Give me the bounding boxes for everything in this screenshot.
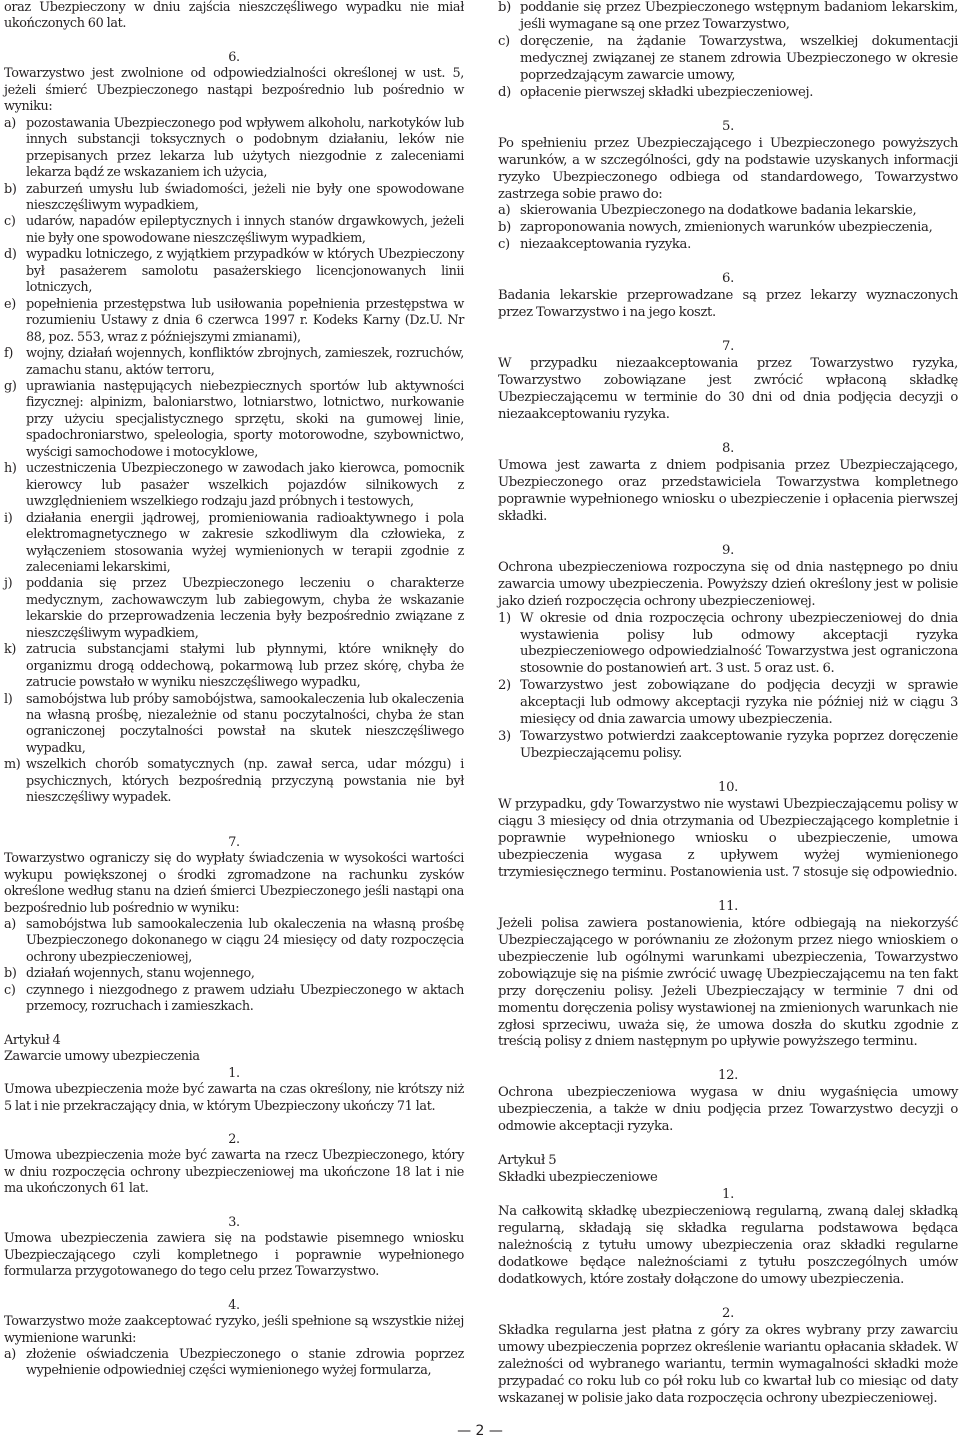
article-4-para-8-number: 8. (722, 440, 734, 456)
article-4-para-7-text: W przypadku niezaakceptowania przez Towarzystwo ryzyka, Towarzystwo zobowiązane jest zwrócić wpłaconą składkę Ubezpieczającemu w terminie do 30 dni od dnia podjęcia decyzji o niezaakceptowaniu ryzyka. (498, 356, 958, 423)
list-item-text: wszelkich chorób somatycznych (np. zawał serca, udar mózgu) i psychicznych, których bezpośrednią przyczyną powstania nie był nieszczęśliwy wypadek. (26, 757, 464, 806)
list-item-text: poddania się przez Ubezpieczonego leczeniu o charakterze medycznym, zachowawczym lub zabiegowym, chyba że wskazanie lekarskie do przeprowadzenia leczenia były bezpośrednio związane z nieszczęśliwym wypadkiem, (26, 576, 464, 641)
list-item-marker: k) (4, 642, 17, 658)
list-item-text: skierowania Ubezpieczonego na dodatkowe badania lekarskie, (520, 203, 917, 219)
section-6-text: Towarzystwo jest zwolnione od odpowiedzialności określonej w ust. 5, jeżeli śmierć Ubezpieczonego nastąpi bezpośrednio lub pośrednio w wyniku: (4, 66, 464, 115)
list-item-marker: d) (4, 247, 17, 263)
list-item-text: działań wojennych, stanu wojennego, (26, 966, 255, 982)
list-item-marker: g) (4, 378, 17, 394)
list-item-marker: a) (4, 917, 16, 933)
list-item-marker: m) (4, 757, 21, 773)
list-item-marker: i) (4, 510, 13, 526)
list-item (4, 692, 464, 758)
list-item-marker: f) (4, 346, 14, 362)
list-item-text: udarów, napadów epileptycznych i innych stanów drgawkowych, jeżeli nie były one spowodowane nieszczęśliwym wypadkiem, (26, 214, 464, 246)
article-4-para-11-text: Jeżeli polisa zawiera postanowienia, które odbiegają na niekorzyść Ubezpieczającego w porównaniu ze złożonym przez niego wnioskiem o ubezpieczenie lub ogólnymi warunkami ubezpieczenia, Towarzystwo zobowiązuje się na piśmie zwrócić uwagę Ubezpieczającemu na ten fakt przy doręczeniu polisy. Jeżeli Ubezpieczający w terminie 7 dni od momentu doręczenia polisy wystawionej na zmienionych warunkach nie zgłosi sprzeciwu, uważa się, że umowa doszła do skutku zgodnie z treścią polisy z dniem następnym po upływie powyższego terminu. (498, 915, 958, 1050)
list-item-marker: b) (4, 966, 17, 982)
article-4-para-4-list-continued (498, 0, 958, 102)
list-item-text: Towarzystwo jest zobowiązane do podjęcia decyzji w sprawie akceptacji lub odmowy akceptacji ryzyka nie później niż w ciągu 3 miesięcy od dnia zawarcia umowy ubezpieczenia. (520, 678, 958, 728)
list-item-text: zaburzeń umysłu lub świadomości, jeżeli nie były one spowodowane nieszczęśliwym wypadkiem, (26, 181, 464, 213)
section-7-text: Towarzystwo ograniczy się do wypłaty świadczenia w wysokości wartości wykupu powiększonej o środki zgromadzone na rachunku zysków określone według stanu na dzień śmierci Ubezpieczonego jeśli nastąpi ona bezpośrednio lub pośrednio w wyniku: (4, 851, 464, 916)
article-5-para-2-number: 2. (722, 1305, 734, 1321)
article-4-para-12-number: 12. (718, 1068, 738, 1084)
list-item-text: uczestniczenia Ubezpieczonego w zawodach jako kierowca, pomocnik kierowcy lub pasażer wszelkich pojazdów silnikowych z uwzględnieniem wszelkiego rodzaju jazd próbnych i testowych, (26, 461, 464, 510)
list-item-marker: c) (498, 237, 510, 253)
list-item-marker: c) (4, 214, 16, 230)
list-item (498, 0, 958, 34)
list-item-marker: b) (4, 181, 17, 197)
list-item-marker: h) (4, 461, 17, 477)
list-item-marker: b) (498, 0, 511, 15)
list-item (498, 85, 958, 102)
list-item (4, 1347, 464, 1380)
list-item-text: czynnego i niezgodnego z prawem udziału Ubezpieczonego w aktach przemocy, rozruchach i zamieszkach. (26, 982, 464, 1015)
list-item (4, 461, 464, 510)
article-4-subtitle: Zawarcie umowy ubezpieczenia (4, 1049, 200, 1065)
article-5-title: Artykuł 5 (498, 1153, 557, 1169)
list-item-marker: 1) (498, 610, 511, 626)
list-item-text: zaproponowania nowych, zmienionych warunków ubezpieczenia, (520, 220, 933, 236)
article-4-para-2-text: Umowa ubezpieczenia może być zawarta na rzecz Ubezpieczonego, który w dniu rozpoczęcia ochrony ubezpieczeniowej ma ukończone 18 lat i nie ma ukończonych 61 lat. (4, 1148, 464, 1197)
section-6-number: 6. (228, 49, 240, 65)
list-item-text: zatrucia substancjami stałymi lub płynnymi, które wniknęły do organizmu drogą oddechową, pokarmową lub przez skórę, chyba że zatrucie powstało w wyniku nieszczęśliwego wypadku, (26, 642, 464, 691)
list-item-marker: c) (498, 33, 510, 49)
intro-paragraph: oraz Ubezpieczony w dniu zajścia nieszczęśliwego wypadku nie miał ukończonych 60 lat. (4, 0, 464, 32)
list-item-text: niezaakceptowania ryzyka. (520, 237, 691, 253)
article-4-para-6-number: 6. (722, 271, 734, 287)
list-item (4, 379, 464, 461)
section-7-number: 7. (228, 834, 240, 850)
list-item-marker: c) (4, 982, 16, 998)
article-4-para-6-text: Badania lekarskie przeprowadzane są przez lekarzy wyznaczonych przez Towarzystwo i na jego koszt. (498, 288, 958, 321)
list-item-marker: a) (4, 1346, 16, 1362)
list-item-text: poddanie się przez Ubezpieczonego wstępnym badaniom lekarskim, jeśli wymagane są one przez Towarzystwo, (520, 0, 958, 32)
article-5-para-1-number: 1. (722, 1187, 734, 1203)
list-item-marker: 3) (498, 729, 511, 745)
article-4-para-1-text: Umowa ubezpieczenia może być zawarta na czas określony, nie krótszy niż 5 lat i nie przekraczający dnia, w którym Ubezpieczony ukończy 71 lat. (4, 1082, 464, 1114)
page-number: — 2 — (457, 1423, 503, 1439)
list-item-text: pozostawania Ubezpieczonego pod wpływem alkoholu, narkotyków lub innych substancji toksycznych o podobnym działaniu, leków nie przepisanych przez lekarza lub użytych niezgodnie z zaleceniami lekarza bądź ze wskazaniem ich użycia, (26, 115, 464, 181)
list-item (498, 34, 958, 85)
article-4-para-12-text: Ochrona ubezpieczeniowa wygasa w dniu wygaśnięcia umowy ubezpieczenia, a także w dniu podjęcia przez Towarzystwo decyzji o odmowie akceptacji ryzyka. (498, 1085, 958, 1135)
section-7-list (4, 917, 464, 1016)
list-item-marker: d) (498, 84, 511, 100)
list-item-text: opłacenie pierwszej składki ubezpieczeniowej. (520, 84, 814, 100)
list-item-marker: e) (4, 296, 16, 312)
article-4-para-10-number: 10. (718, 780, 738, 796)
list-item (4, 576, 464, 642)
list-item (498, 203, 958, 220)
list-item (4, 297, 464, 346)
article-4-para-4-number: 4. (228, 1297, 240, 1313)
list-item (4, 983, 464, 1016)
list-item-text: wypadku lotniczego, z wyjątkiem przypadków w których Ubezpieczony był pasażerem samolotu pasażerskiego licencjonowanych linii lotniczych, (26, 247, 464, 296)
article-4-para-10-text: W przypadku, gdy Towarzystwo nie wystawi Ubezpieczającemu polisy w ciągu 3 miesięcy od dnia otrzymania od Ubezpieczającego kompletnie i poprawnie wypełnionego wniosku o ubezpieczenie, umowa ubezpieczenia wygasa z upływem wyżej wymienionego trzymiesięcznego terminu. Postanowienia ust. 7 stosuje się odpowiednio. (498, 797, 958, 880)
list-item-marker: a) (4, 115, 16, 131)
list-item-marker: a) (498, 203, 511, 219)
list-item-text: działania energii jądrowej, promieniowania radioaktywnego i pola elektromagnetycznego w zakresie szkodliwym dla człowieka, z wyłączeniem stosowania wyżej wymienionych w terapii zgodnie z zaleceniami lekarskimi, (26, 510, 464, 575)
article-4-para-8-text: Umowa jest zawarta z dniem podpisania przez Ubezpieczającego, Ubezpieczonego oraz przedstawiciela Towarzystwa kompletnego poprawnie wypełnionego wniosku o ubezpieczenie i opłacenia pierwszej składki. (498, 457, 958, 524)
list-item-marker: 2) (498, 678, 511, 694)
article-4-para-5-text: Po spełnieniu przez Ubezpieczającego i Ubezpieczonego powyższych warunków, a w szczególności, gdy na podstawie uzyskanych informacji ryzyko Ubezpieczonego odbiega od standardowego, Towarzystwo zastrzega sobie prawo do: (498, 135, 958, 202)
list-item (4, 214, 464, 247)
list-item (4, 966, 464, 982)
list-item (4, 917, 464, 966)
article-4-para-5-list (498, 203, 958, 254)
article-4-para-3-text: Umowa ubezpieczenia zawiera się na podstawie pisemnego wniosku Ubezpieczającego czyli kompletnego i poprawnie wypełnionego formularza przygotowanego do tego celu przez Towarzystwo. (4, 1231, 464, 1280)
article-4-para-3-number: 3. (228, 1214, 240, 1230)
section-6-list (4, 116, 464, 807)
list-item-text: wojny, działań wojennych, konfliktów zbrojnych, zamieszek, rozruchów, zamachu stanu, aktów terroru, (26, 346, 464, 378)
list-item-text: doręczenie, na żądanie Towarzystwa, wszelkiej dokumentacji medycznej związanej ze stanem zdrowia Ubezpieczonego w okresie poprzedzającym zawarcie umowy, (520, 33, 958, 83)
list-item (4, 182, 464, 215)
list-item (4, 116, 464, 182)
article-5-subtitle: Składki ubezpieczeniowe (498, 1170, 658, 1186)
left-column (4, 0, 464, 1380)
list-item (4, 247, 464, 296)
article-4-para-4-text: Towarzystwo może zaakceptować ryzyko, jeśli spełnione są wszystkie niżej wymienione warunki: (4, 1314, 464, 1346)
article-4-para-1-number: 1. (228, 1065, 240, 1081)
article-4-title: Artykuł 4 (4, 1032, 61, 1048)
list-item-text: uprawiania następujących niebezpiecznych sportów lub aktywności fizycznej: alpinizm, baloniarstwo, lotniarstwo, lotnictwo, nurkowanie przy użyciu specjalistycznego sprzętu, skoki na gumowej linie, spadochroniarstwo, speleologia, sporty motorowodne, szybownictwo, wyścigi samochodowe i motocyklowe, (26, 378, 464, 460)
article-5-para-2-text: Składka regularna jest płatna z góry za okres wybrany przy zawarciu umowy ubezpieczenia poprzez określenie wariantu opłacania składek. W zależności od wybranego wariantu, termin wymagalności składki może przypadać co roku lub co pół roku lub co kwartał lub co miesiąc od daty wskazanej w polisie jako data rozpoczęcia ochrony ubezpieczeniowej. (498, 1322, 958, 1406)
list-item (498, 611, 958, 679)
list-item (4, 511, 464, 577)
article-4-para-9-text: Ochrona ubezpieczeniowa rozpoczyna się od dnia następnego po dniu zawarcia umowy ubezpieczenia. Powyższy dzień określony jest w polisie jako dzień rozpoczęcia ochrony ubezpieczeniowej. (498, 559, 958, 609)
article-4-para-11-number: 11. (718, 898, 738, 914)
list-item (498, 220, 958, 237)
list-item (498, 237, 958, 254)
article-4-para-9-list (498, 611, 958, 764)
list-item-marker: l) (4, 691, 13, 707)
list-item (4, 757, 464, 806)
list-item (498, 729, 958, 763)
list-item-marker: b) (498, 220, 511, 236)
list-item (498, 678, 958, 729)
article-4-para-5-number: 5. (722, 118, 734, 134)
list-item (4, 642, 464, 691)
list-item-marker: j) (4, 576, 13, 592)
list-item-text: W okresie od dnia rozpoczęcia ochrony ubezpieczeniowej do dnia wystawienia polisy lub odmowy akceptacji ryzyka ubezpieczeniowego odpowiedzialność Towarzystwa jest ograniczona stosownie do postanowień art. 3 ust. 5 oraz ust. 6. (520, 610, 958, 677)
list-item-text: samobójstwa lub samookaleczenia lub okaleczenia na własną prośbę Ubezpieczonego dokonanego w ciągu 24 miesięcy od daty rozpoczęcia ochrony ubezpieczeniowej, (26, 917, 464, 965)
right-column (498, 0, 958, 1408)
article-5-para-1-text: Na całkowitą składkę ubezpieczeniową regularną, zwaną dalej składką regularną, składają się składka regularna podstawowa będąca należnością z tytułu umowy ubezpieczenia oraz składki regularne dodatkowe będące należnościami z tytułu poszczególnych umów dodatkowych, które zostały dołączone do umowy ubezpieczenia. (498, 1204, 958, 1287)
article-4-para-4-list (4, 1347, 464, 1380)
article-4-para-2-number: 2. (228, 1132, 240, 1147)
list-item-text: Towarzystwo potwierdzi zaakceptowanie ryzyka poprzez doręczenie Ubezpieczającemu polisy. (520, 729, 958, 762)
list-item-text: popełnienia przestępstwa lub usiłowania popełnienia przestępstwa w rozumieniu Ustawy z dnia 6 czerwca 1997 r. Kodeks Karny (Dz.U. Nr 88, poz. 553, wraz z późniejszymi zmianami), (26, 296, 464, 345)
article-4-para-9-number: 9. (722, 542, 734, 558)
list-item-text: złożenie oświadczenia Ubezpieczonego o stanie zdrowia poprzez wypełnienie odpowiedniej części wymienionego wyżej formularza, (26, 1346, 464, 1379)
list-item-text: samobójstwa lub próby samobójstwa, samookaleczenia lub okaleczenia na własną prośbę, niezależnie od stanu poczytalności, chyba że stan ograniczonej poczytalności powstał na skutek nieszczęśliwego wypadku, (26, 691, 464, 756)
article-4-para-7-number: 7. (722, 339, 734, 355)
list-item (4, 346, 464, 379)
